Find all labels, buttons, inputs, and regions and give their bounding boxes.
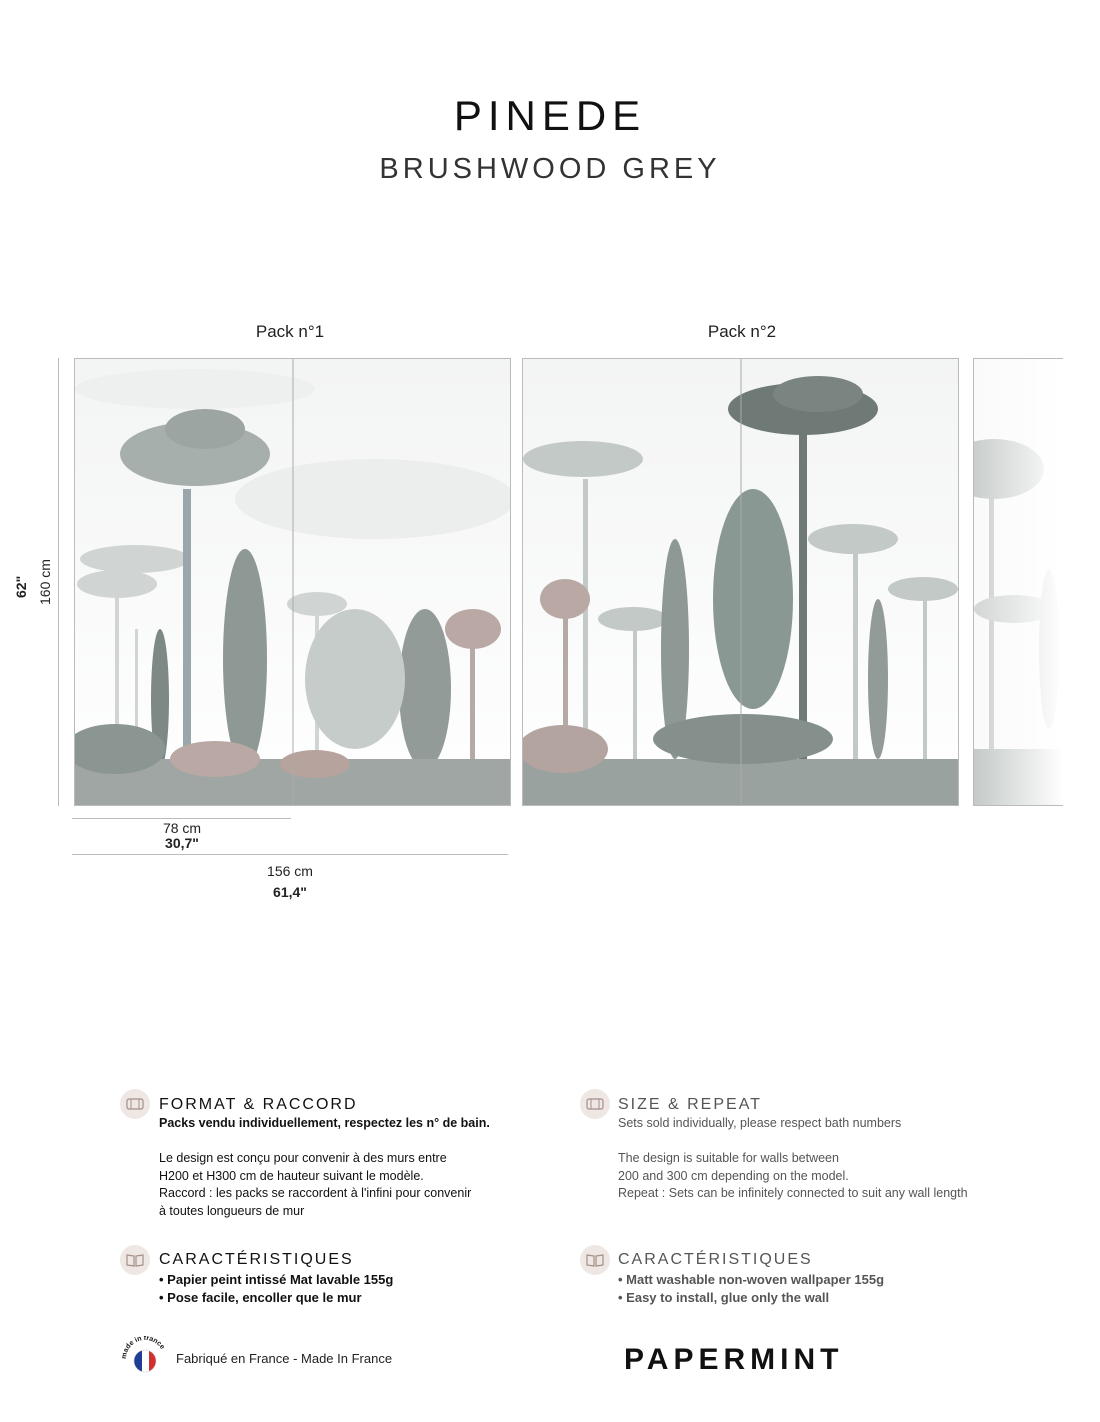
format-bold-text: Packs vendu individuellement, respectez les n° de bain.: [159, 1116, 490, 1130]
format-line-4: à toutes longueurs de mur: [159, 1204, 305, 1218]
format-line-3: Raccord : les packs se raccordent à l'infini pour convenir: [159, 1186, 472, 1200]
height-inches: 62": [13, 575, 29, 598]
pack-2-label: Pack n°2: [707, 322, 777, 341]
fr-char-title: CARACTÉRISTIQUES: [159, 1251, 354, 1268]
pack-1-preview: [74, 358, 511, 806]
wallpaper-roll-icon: [120, 1089, 150, 1119]
book-icon: [580, 1245, 610, 1275]
size-line-3: Repeat : Sets can be infinitely connected to suit any wall length: [618, 1186, 968, 1200]
format-line-1: Le design est conçu pour convenir à des murs entre: [159, 1151, 447, 1165]
en-char-title: CARACTÉRISTIQUES: [618, 1251, 813, 1268]
pack-width-line: [72, 854, 508, 855]
france-flag-icon: [134, 1350, 157, 1372]
page-title: PINEDE: [453, 92, 647, 139]
size-line-1: The design is suitable for walls between: [618, 1151, 839, 1165]
size-title: SIZE & REPEAT: [618, 1096, 762, 1113]
pack-width-in: 61,4": [273, 884, 307, 900]
panel-width-in: 30,7": [165, 835, 199, 851]
pack-2-preview: [522, 358, 959, 806]
en-char-item-1: • Matt washable non-woven wallpaper 155g: [618, 1272, 885, 1287]
fr-char-item-1: • Papier peint intissé Mat lavable 155g: [159, 1272, 394, 1287]
papermint-logo: PAPERMINT: [624, 1343, 844, 1376]
size-first-text: Sets sold individually, please respect bath numbers: [618, 1116, 902, 1130]
panel-width-line: [72, 818, 291, 819]
height-dimension-line: [58, 358, 59, 806]
format-title: FORMAT & RACCORD: [159, 1096, 358, 1113]
pack-3-partial-preview: [973, 358, 1063, 806]
en-char-item-2: • Easy to install, glue only the wall: [618, 1290, 830, 1305]
book-icon: [120, 1245, 150, 1275]
made-in-france-badge: [122, 1336, 168, 1382]
pack-1-label: Pack n°1: [255, 322, 325, 341]
wallpaper-roll-icon: [580, 1089, 610, 1119]
panel-width-cm: 78 cm: [162, 820, 202, 836]
format-line-2: H200 et H300 cm de hauteur suivant le modèle.: [159, 1169, 424, 1183]
height-cm: 160 cm: [37, 559, 53, 605]
made-in-france-text: Fabriqué en France - Made In France: [176, 1351, 393, 1366]
pack-width-cm: 156 cm: [267, 863, 313, 879]
page-subtitle: BRUSHWOOD GREY: [379, 153, 721, 185]
size-line-2: 200 and 300 cm depending on the model.: [618, 1169, 849, 1183]
badge-text: ade in france: [122, 1336, 166, 1354]
fr-char-item-2: • Pose facile, encoller que le mur: [159, 1290, 362, 1305]
